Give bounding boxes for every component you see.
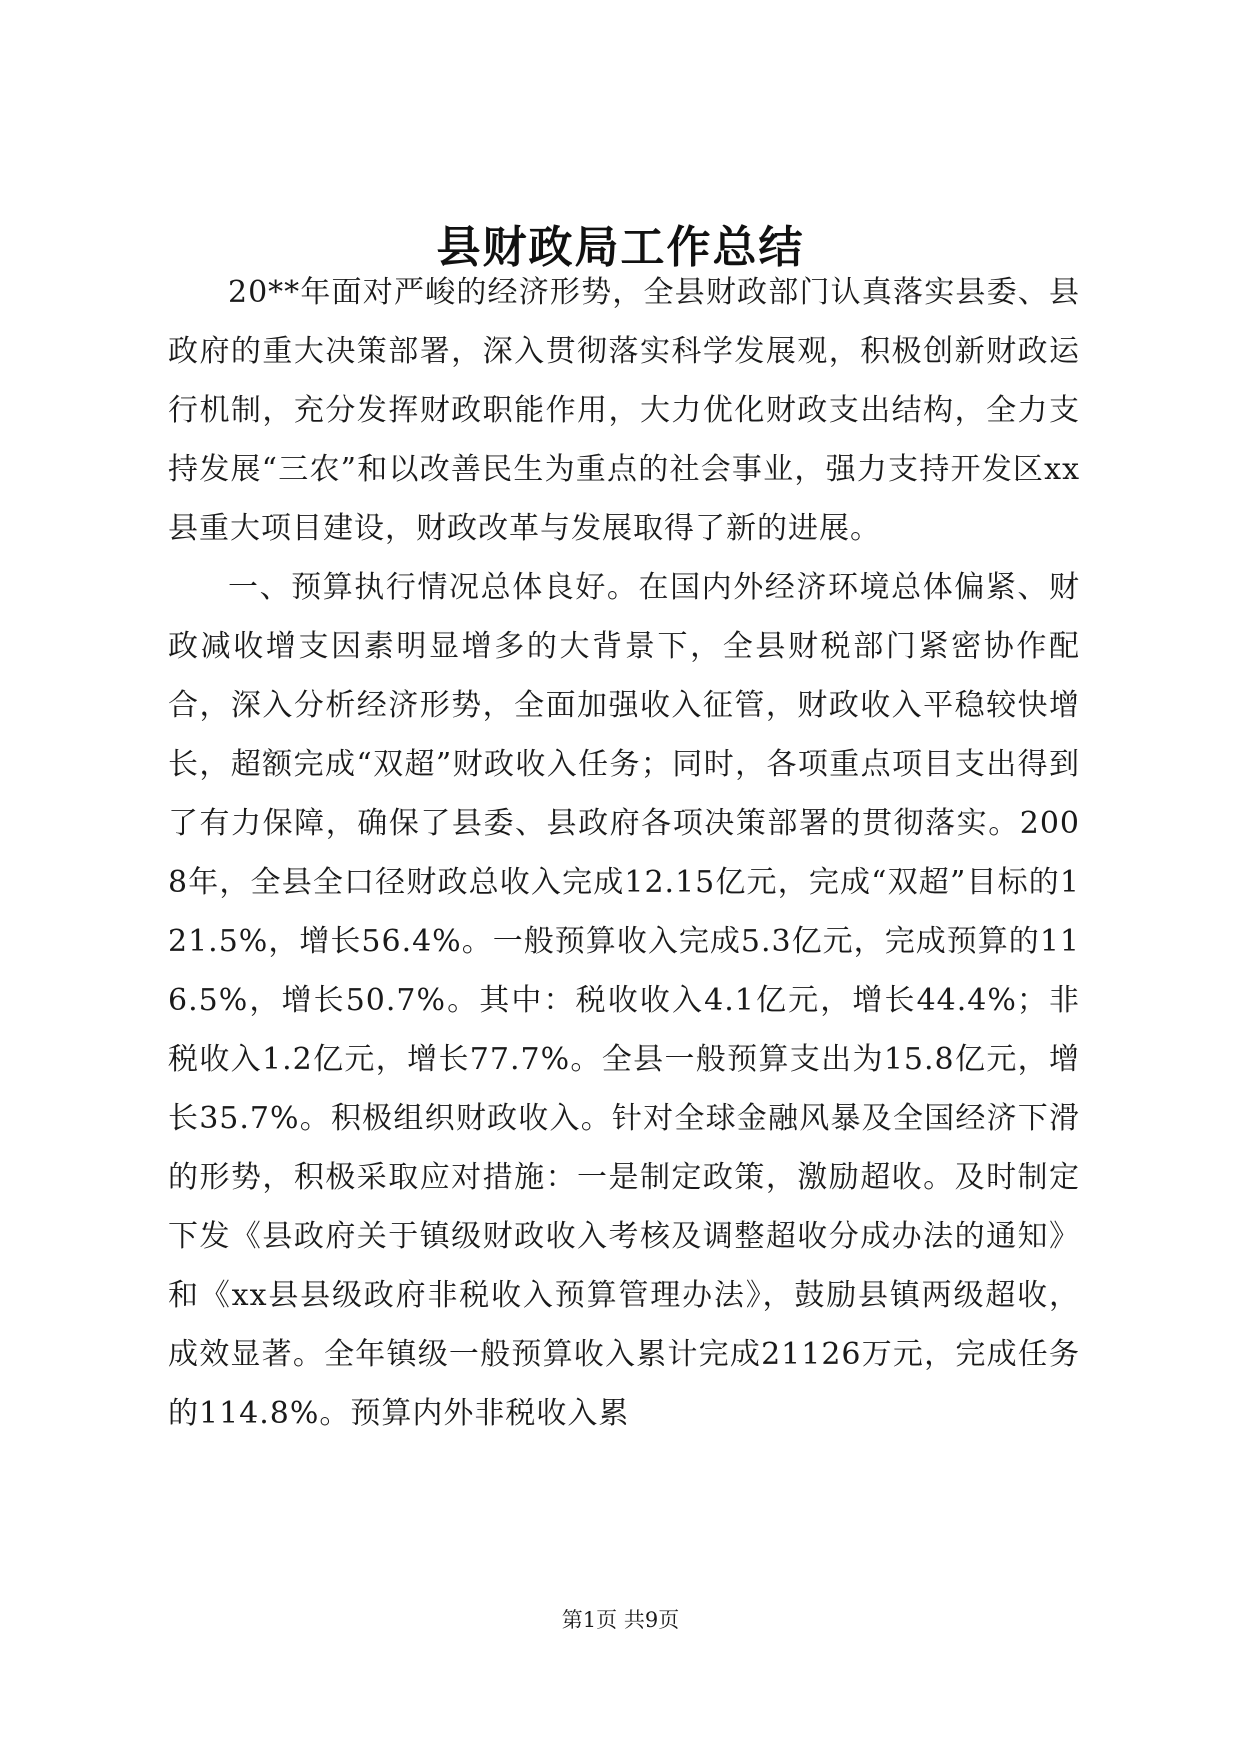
paragraph-budget-execution: 一、预算执行情况总体良好。在国内外经济环境总体偏紧、财政减收增支因素明显增多的大背景下，全县财税部门紧密协作配合，深入分析经济形势，全面加强收入征管，财政收入平稳较快增长，超额完成“双超”财政收入任务；同时，各项重点项目支出得到了有力保障，确保了县委、县政府各项决策部署的贯彻落实。2008年，全县全口径财政总收入完成12.15亿元，完成“双超”目标的121.5%，增长56.4%。一般预算收入完成5.3亿元，完成预算的116.5%，增长50.7%。其中：税收收入4.1亿元，增长44.4%；非税收入1.2亿元，增长77.7%。全县一般预算支出为15.8亿元，增长35.7%。积极组织财政收入。针对全球金融风暴及全国经济下滑的形势，积极采取应对措施：一是制定政策，激励超收。及时制定下发《县政府关于镇级财政收入考核及调整超收分成办法的通知》和《xx县县级政府非税收入预算管理办法》，鼓励县镇两级超收，成效显著。全年镇级一般预算收入累计完成21126万元，完成任务的114.8%。预算内外非税收入累 [168,570,1080,1431]
page-number-footer: 第1页 共9页 [561,1608,680,1632]
paragraph-intro: 20**年面对严峻的经济形势，全县财政部门认真落实县委、县政府的重大决策部署，深入贯彻落实科学发展观，积极创新财政运行机制，充分发挥财政职能作用，大力优化财政支出结构，全力支持发展“三农”和以改善民生为重点的社会事业，强力支持开发区xx县重大项目建设，财政改革与发展取得了新的进展。 [168,275,1080,546]
document-title: 县财政局工作总结 [436,222,805,273]
document-body [168,263,1080,1443]
